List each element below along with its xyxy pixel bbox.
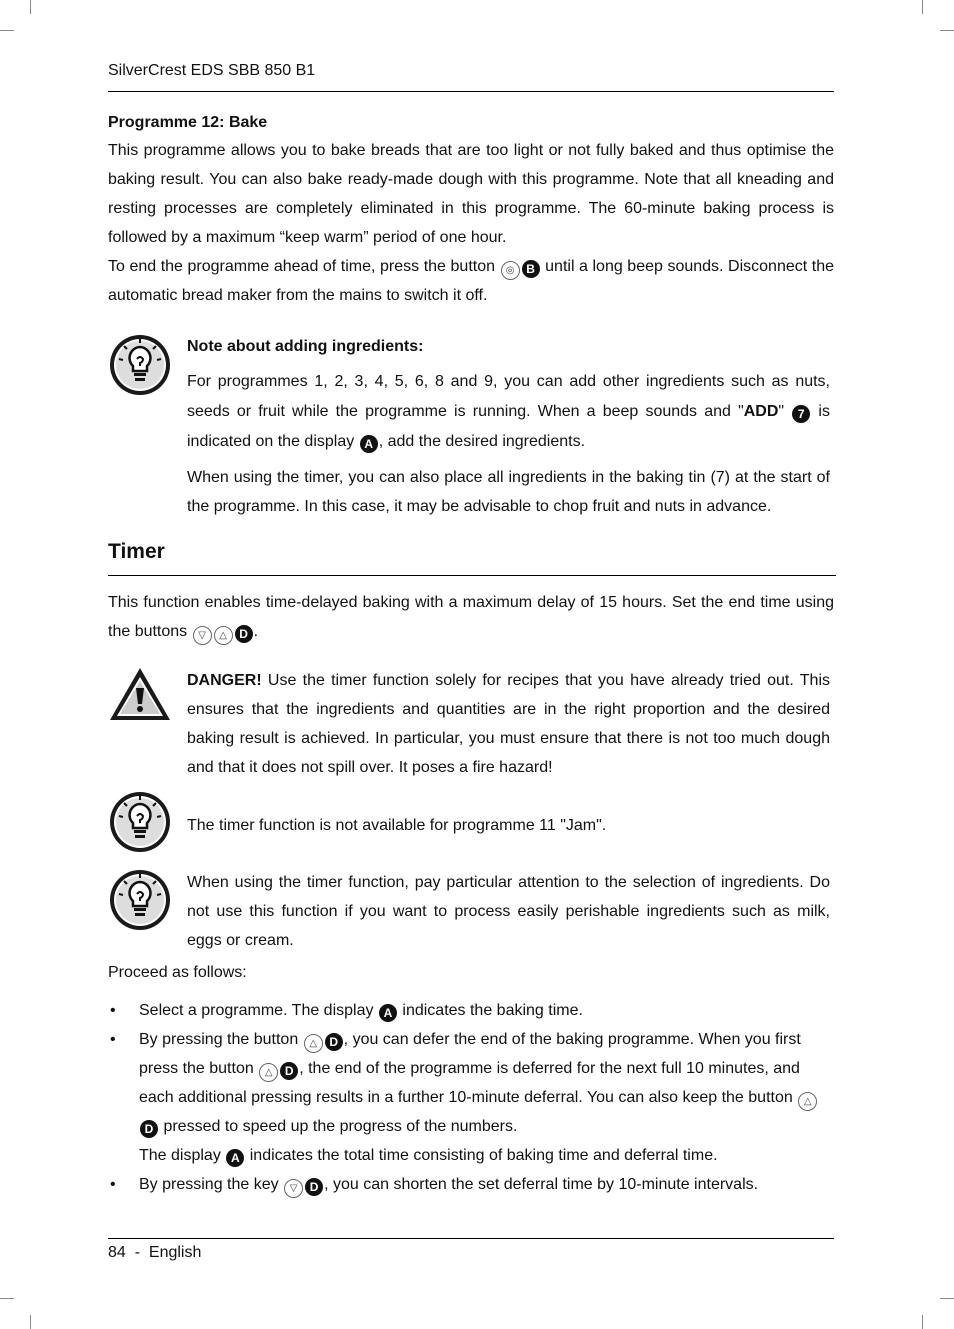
lightbulb-icon <box>108 868 172 937</box>
label-b-icon: B <box>522 260 540 278</box>
up-arrow-button-icon: △ <box>304 1034 323 1053</box>
steps-list <box>108 996 834 1199</box>
danger-note: DANGER! Use the timer function solely for recipes that you have already tried out. This ensures that the ingredients and quantities are in the right proportion and the desired baking result is achieved. In particular, you must ensure that there is not too much dough and that it does not spill over. It poses a fire hazard! <box>187 672 830 776</box>
list-item: • By pressing the button △ D , you can defer the end of the baking programme. When you first press the button △ D , the end of the programme is deferred for the next full 10 minutes, and each additional pressing results in a further 10-minute deferral. You can also keep the button △D pressed to speed up the progress of the numbers. The display A indicates the total time consisting of baking time and deferral time. <box>108 1025 834 1170</box>
warning-triangle-icon <box>108 666 172 727</box>
label-d-icon: D <box>305 1178 323 1196</box>
programme-12-heading: Programme 12: Bake <box>108 114 268 131</box>
tip-timer-jam: The timer function is not available for programme 11 "Jam". <box>187 817 607 834</box>
list-item: • Select a programme. The display A indicates the baking time. <box>108 996 834 1025</box>
proceed-label: Proceed as follows: <box>108 964 247 981</box>
note-para1: For programmes 1, 2, 3, 4, 5, 6, 8 and 9, you can add other ingredients such as nuts, seeds or fruit while the programme is running. When a beep sounds and "ADD" 7 is indicated on the display A , add the desired ingredients. <box>187 373 830 451</box>
label-d-icon: D <box>235 625 253 643</box>
down-arrow-button-icon: ▽ <box>284 1179 303 1198</box>
programme-12-para2: To end the programme ahead of time, press the button ◎ B until a long beep sounds. Disconnect the automatic bread maker from the mains to switch it off. <box>108 258 834 304</box>
label-d-icon: D <box>280 1062 298 1080</box>
label-d-icon: D <box>325 1033 343 1051</box>
header-rule <box>108 91 834 92</box>
label-a-icon: A <box>379 1004 397 1022</box>
timer-intro: This function enables time-delayed baking with a maximum delay of 15 hours. Set the end time using the buttons ▽ △ D . <box>108 588 834 646</box>
timer-rule <box>108 575 836 576</box>
down-arrow-button-icon: ▽ <box>193 626 212 645</box>
up-arrow-button-icon: △ <box>259 1063 278 1082</box>
up-arrow-button-icon: △ <box>798 1092 817 1111</box>
lightbulb-icon <box>108 790 172 859</box>
programme-12-para1: This programme allows you to bake breads that are too light or not fully baked and thus optimise the baking result. You can also bake ready-made dough with this programme. Note that all kneading and resting processes are completely eliminated in this programme. The 60-minute baking process is followed by a maximum “keep warm” period of one hour. <box>108 142 834 246</box>
list-item: • By pressing the key ▽ D , you can shorten the set deferral time by 10-minute intervals. <box>108 1170 834 1199</box>
footer-rule <box>108 1238 834 1239</box>
lightbulb-icon <box>108 333 172 402</box>
page-footer: 84 - English <box>108 1244 202 1261</box>
timer-heading: Timer <box>108 540 165 563</box>
up-arrow-button-icon: △ <box>214 626 233 645</box>
note-para2: When using the timer, you can also place all ingredients in the baking tin (7) at the start of the programme. In this case, it may be advisable to chop fruit and nuts in advance. <box>187 469 830 515</box>
label-a-icon: A <box>360 435 378 453</box>
label-a-icon: A <box>226 1149 244 1167</box>
programme-12-section <box>108 110 834 310</box>
start-stop-button-icon: ◎ <box>501 261 520 280</box>
note-heading: Note about adding ingredients: <box>187 338 424 355</box>
note-adding-ingredients <box>187 334 830 521</box>
proceed-section <box>108 958 834 1199</box>
label-7-icon: 7 <box>792 405 810 423</box>
page-header: SilverCrest EDS SBB 850 B1 <box>108 62 316 79</box>
tip-perishable: When using the timer function, pay particular attention to the selection of ingredients. Do not use this function if you want to process easily perishable ingredients such as milk, eggs or cream. <box>187 874 830 949</box>
label-d-icon: D <box>140 1120 158 1138</box>
